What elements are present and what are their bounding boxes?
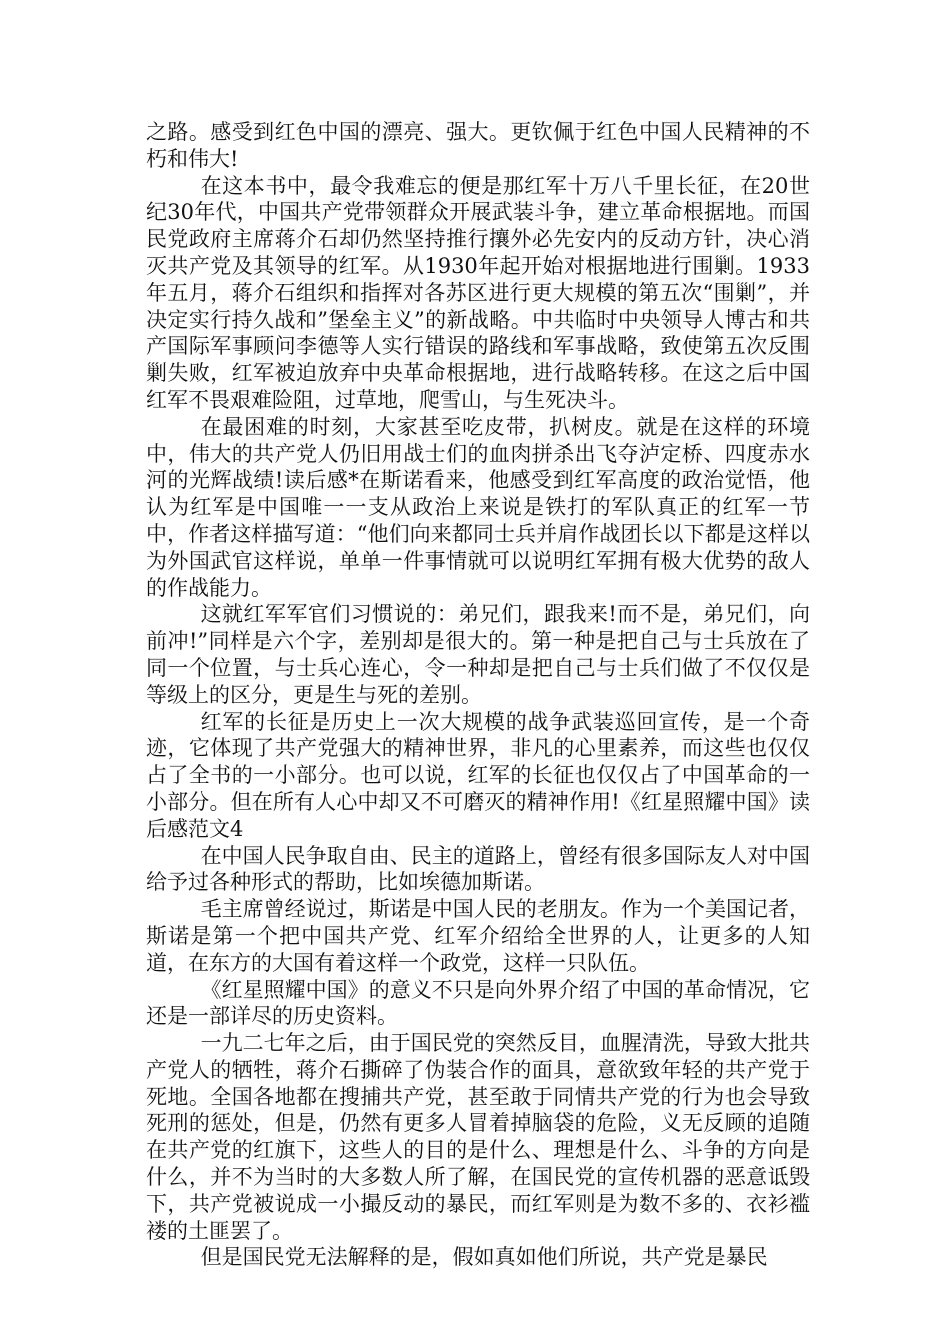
paragraph: 红军的长征是历史上一次大规模的战争武装巡回宣传，是一个奇迹，它体现了共产党强大的精神世界，非凡的心里素养，而这些也仅仅占了全书的一小部分。也可以说，红军的长征也仅仅占了中国革命的一小部分。但在所有人心中却又不可磨灭的精神作用!《红星照耀中国》读后感范文4: [146, 709, 810, 841]
paragraph: 毛主席曾经说过，斯诺是中国人民的老朋友。作为一个美国记者，斯诺是第一个把中国共产党、红军介绍给全世界的人，让更多的人知道，在东方的大国有着这样一个政党，这样一只队伍。: [146, 897, 810, 975]
paragraph: 在这本书中，最令我难忘的便是那红军十万八千里长征，在20世纪30年代，中国共产党带领群众开展武装斗争，建立革命根据地。而国民党政府主席蒋介石却仍然坚持推行攘外必先安内的反动方针，决心消灭共产党及其领导的红军。从1930年起开始对根据地进行围剿。1933年五月，蒋介石组织和指挥对各苏区进行更大规模的第五次“围剿”，并决定实行持久战和”堡垒主义”的新战略。中共临时中央领导人博古和共产国际军事顾问李德等人实行错误的路线和军事战略，致使第五次反围剿失败，红军被迫放弃中央革命根据地，进行战略转移。在这之后中国红军不畏艰难险阻，过草地，爬雪山，与生死决斗。: [146, 173, 810, 412]
paragraph: 在中国人民争取自由、民主的道路上，曾经有很多国际友人对中国给予过各种形式的帮助，比如埃德加斯诺。: [146, 843, 810, 895]
paragraph: 但是国民党无法解释的是，假如真如他们所说，共产党是暴民: [200, 1245, 768, 1270]
paragraph: 在最困难的时刻，大家甚至吃皮带，扒树皮。就是在这样的环境中，伟大的共产党人仍旧用战士们的血肉拼杀出飞夺泸定桥、四度赤水河的光辉战绩!读后感*在斯诺看来，他感受到红军高度的政治觉悟，他认为红军是中国唯一一支从政治上来说是铁打的军队真正的红军一节中，作者这样描写道：“他们向来都同士兵并肩作战团长以下都是这样以为外国武官这样说，单单一件事情就可以说明红军拥有极大优势的敌人的作战能力。: [146, 414, 810, 600]
paragraph: 一九二七年之后，由于国民党的突然反目，血腥清洗，导致大批共产党人的牺牲，蒋介石撕碎了伪装合作的面具，意欲致年轻的共产党于死地。全国各地都在搜捕共产党，甚至敢于同情共产党的行为也会导致死刑的惩处，但是，仍然有更多人冒着掉脑袋的危险，义无反顾的追随在共产党的红旗下，这些人的目的是什么、理想是什么、斗争的方向是什么，并不为当时的大多数人所了解，在国民党的宣传机器的恶意诋毁下，共产党被说成一小撮反动的暴民，而红军则是为数不多的、衣衫褴褛的土匪罢了。: [146, 1031, 810, 1243]
paragraph: 之路。感受到红色中国的漂亮、强大。更钦佩于红色中国人民精神的不朽和伟大!: [146, 120, 810, 171]
body-text: [146, 119, 810, 1271]
paragraph: 这就红军军官们习惯说的：弟兄们，跟我来!而不是，弟兄们，向前冲!”同样是六个字，差别却是很大的。第一种是把自己与士兵放在了同一个位置，与士兵心连心，令一种却是把自己与士兵们做了不仅仅是等级上的区分，更是生与死的差别。: [146, 602, 810, 707]
paragraph: 《红星照耀中国》的意义不只是向外界介绍了中国的革命情况，它还是一部详尽的历史资料。: [146, 977, 810, 1029]
